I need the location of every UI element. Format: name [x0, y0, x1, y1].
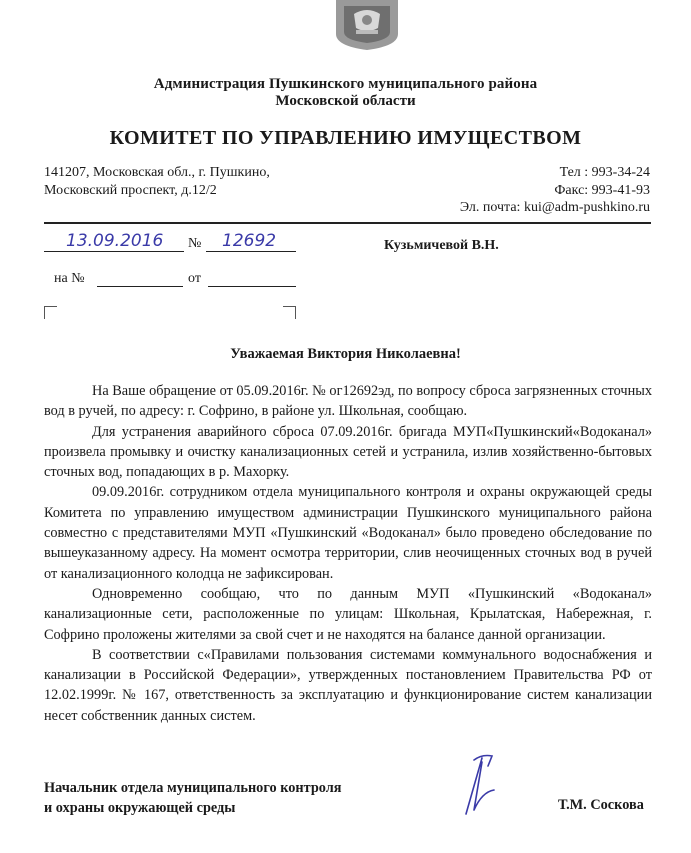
- fax: Факс: 993-41-93: [554, 183, 650, 198]
- addressee: Кузьмичевой В.Н.: [384, 238, 499, 253]
- handwritten-signature: [452, 752, 502, 820]
- number-underline: [206, 251, 296, 252]
- address-line-1: 141207, Московская обл., г. Пушкино,: [44, 165, 270, 180]
- reference-number-line: [97, 286, 183, 287]
- phone: Тел : 993-34-24: [559, 165, 650, 180]
- address-line-2: Московский проспект, д.12/2: [44, 183, 217, 198]
- email: Эл. почта: kui@adm-pushkino.ru: [459, 200, 650, 215]
- bracket-right: [283, 306, 296, 319]
- reference-number-label: на №: [54, 271, 85, 286]
- organization-name: Администрация Пушкинского муниципального района: [153, 76, 538, 92]
- signatory-title-line-1: Начальник отдела муниципального контроля: [44, 780, 342, 796]
- header-divider: [44, 222, 651, 224]
- signatory-title: [44, 778, 342, 818]
- paragraph: На Ваше обращение от 05.09.2016г. № ог12692эд, по вопросу сброса загрязненных сточных вод в ручей, по адресу: г. Софрино, в районе ул. Школьная, сообщаю.: [44, 383, 652, 420]
- document-number: 12692: [222, 231, 277, 251]
- paragraph: В соответствии с«Правилами пользования системами коммунального водоснабжения и канализации в Российской Федерации», утвержденных постановлением Правительства РФ от 12.02.1999г. № 167, ответственность за эксплуатацию и функционирование систем канализации несет собственник данных систем.: [44, 646, 652, 724]
- paragraph: Для устранения аварийного сброса 07.09.2016г. бригада МУП«Пушкинский«Водоканал» произвела промывку и очистку канализационных сетей и устранила, излив хозяйственно-бытовых сточных вод, попадающих в р. Махорку.: [44, 423, 652, 481]
- committee-title: КОМИТЕТ ПО УПРАВЛЕНИЮ ИМУЩЕСТВОМ: [109, 127, 582, 149]
- bracket-left: [44, 306, 57, 319]
- date-underline: [44, 251, 184, 252]
- paragraph: 09.09.2016г. сотрудником отдела муниципального контроля и охраны окружающей среды Комитета по управлению имуществом администрации Пушкинского муниципального района совместно с представителями МУП «Пушкинский «Водоканал» было проведено обследование по вышеуказанному адресу. На момент осмотра территории, слив неочищенных сточных вод в ручей от канализационного колодца не зафиксирован.: [44, 484, 652, 582]
- paragraph: Одновременно сообщаю, что по данным МУП «Пушкинский «Водоканал» канализационные сети, расположенные по улицам: Школьная, Крылатская, Набережная, г. Софрино проложены жителями за свой счет и не находятся на балансе данной организации.: [44, 585, 652, 643]
- coat-of-arms-emblem: [330, 0, 404, 50]
- document-date: 13.09.2016: [66, 231, 164, 251]
- letter-body: [44, 381, 652, 726]
- organization-region: Московской области: [275, 93, 416, 109]
- reference-date-line: [208, 286, 296, 287]
- reference-date-label: от: [188, 271, 201, 286]
- number-label: №: [188, 236, 202, 251]
- signatory-name: Т.М. Соскова: [558, 797, 644, 813]
- greeting: Уважаемая Виктория Николаевна!: [230, 346, 461, 362]
- signatory-title-line-2: и охраны окружающей среды: [44, 800, 236, 816]
